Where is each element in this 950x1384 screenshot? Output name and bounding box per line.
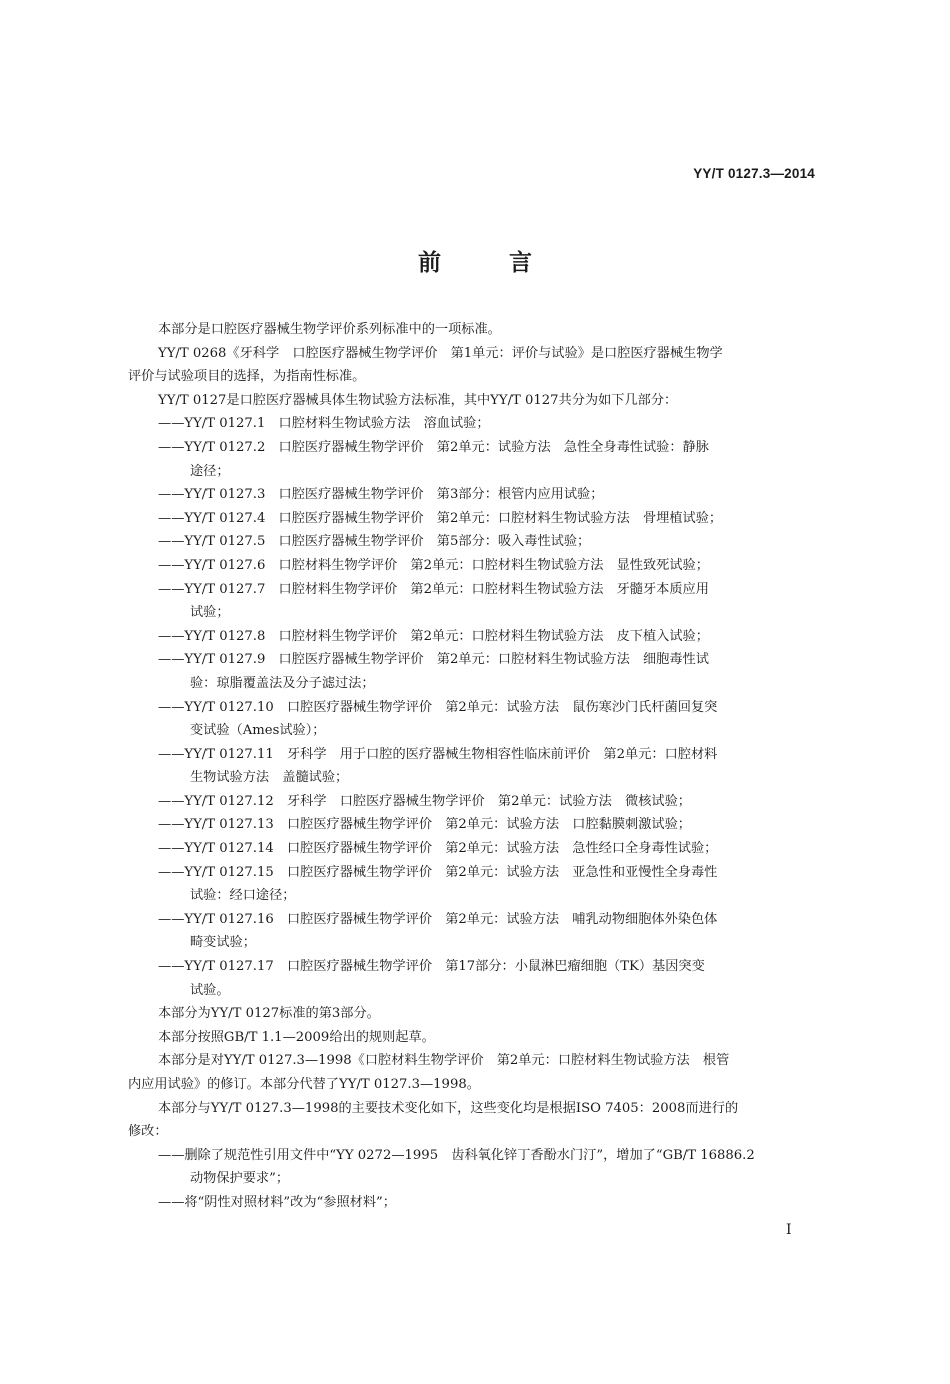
list-item-line: ——YY/T 0127.5 口腔医疗器械生物学评价 第5部分：吸入毒性试验； xyxy=(158,534,591,550)
list-item-wrap: 试验； xyxy=(190,605,230,621)
list-item xyxy=(158,908,818,955)
list-item xyxy=(158,412,818,436)
changes-list xyxy=(158,1144,818,1215)
document-code: YY/T 0127.3—2014 xyxy=(693,166,815,181)
list-item xyxy=(158,483,818,507)
list-item xyxy=(158,507,818,531)
list-item xyxy=(158,743,818,790)
list-item-wrap: 生物试验方法 盖髓试验； xyxy=(190,770,349,786)
list-item xyxy=(158,554,818,578)
page-number: I xyxy=(786,1222,792,1238)
list-item-line: ——YY/T 0127.3 口腔医疗器械生物学评价 第3部分：根管内应用试验； xyxy=(158,487,604,503)
list-item xyxy=(158,648,818,695)
list-item-line: ——YY/T 0127.17 口腔医疗器械生物学评价 第17部分：小鼠淋巴瘤细胞（TK）基因突变 xyxy=(158,959,705,975)
list-item-line: ——YY/T 0127.9 口腔医疗器械生物学评价 第2单元：口腔材料生物试验方法 细胞毒性试 xyxy=(158,652,709,668)
list-item-wrap: 变试验（Ames试验）； xyxy=(190,723,326,739)
list-item-line: ——YY/T 0127.13 口腔医疗器械生物学评价 第2单元：试验方法 口腔黏膜刺激试验； xyxy=(158,817,691,833)
list-item xyxy=(158,861,818,908)
closing-paragraph-3: 本部分是对YY/T 0127.3—1998《口腔材料生物学评价 第2单元：口腔材料生物试验方法 根管 xyxy=(158,1053,730,1069)
list-item xyxy=(158,1191,818,1215)
list-item-line: ——YY/T 0127.10 口腔医疗器械生物学评价 第2单元：试验方法 鼠伤寒沙门氏杆菌回复突 xyxy=(158,699,718,715)
closing-paragraph-2: 本部分按照GB/T 1.1—2009给出的规则起草。 xyxy=(158,1029,435,1045)
closing-paragraph-4-cont: 修改： xyxy=(128,1124,168,1140)
list-item xyxy=(158,790,818,814)
closing-paragraph-3-cont: 内应用试验》的修订。本部分代替了YY/T 0127.3—1998。 xyxy=(128,1077,480,1092)
page-title: 前 言 xyxy=(417,250,562,276)
list-item-wrap: 畸变试验； xyxy=(190,935,256,951)
list-item xyxy=(158,955,818,1002)
closing-paragraph-4: 本部分与YY/T 0127.3—1998的主要技术变化如下，这些变化均是根据ISO 7405：2008而进行的 xyxy=(158,1100,739,1116)
list-item-wrap: 验：琼脂覆盖法及分子滤过法； xyxy=(190,675,375,691)
list-item xyxy=(158,1144,818,1191)
parts-list xyxy=(158,412,818,1002)
list-item-line: ——YY/T 0127.12 牙科学 口腔医疗器械生物学评价 第2单元：试验方法 微核试验； xyxy=(158,793,691,809)
list-item xyxy=(158,530,818,554)
list-item-line: ——YY/T 0127.6 口腔材料生物学评价 第2单元：口腔材料生物试验方法 显性致死试验； xyxy=(158,557,709,573)
list-item xyxy=(158,625,818,649)
list-item-wrap: 动物保护要求”； xyxy=(190,1171,290,1187)
intro-paragraph-2-cont: 评价与试验项目的选择，为指南性标准。 xyxy=(128,369,366,385)
document-body xyxy=(128,318,818,1215)
list-item-wrap: 试验：经口途径； xyxy=(190,888,296,904)
list-item-line: ——YY/T 0127.11 牙科学 用于口腔的医疗器械生物相容性临床前评价 第2单元：口腔材料 xyxy=(158,746,718,762)
list-item-line: ——YY/T 0127.8 口腔材料生物学评价 第2单元：口腔材料生物试验方法 皮下植入试验； xyxy=(158,628,709,644)
list-item xyxy=(158,696,818,743)
list-item xyxy=(158,837,818,861)
list-item-line: ——YY/T 0127.4 口腔医疗器械生物学评价 第2单元：口腔材料生物试验方法 骨埋植试验； xyxy=(158,510,723,526)
intro-paragraph-2: YY/T 0268《牙科学 口腔医疗器械生物学评价 第1单元：评价与试验》是口腔医疗器械生物学 xyxy=(158,345,723,361)
list-item-line: ——删除了规范性引用文件中“YY 0272—1995 齿科氧化锌丁香酚水门汀”，增加了“GB/T 16886.2 xyxy=(158,1147,755,1163)
intro-paragraph-3: YY/T 0127是口腔医疗器械具体生物试验方法标准，其中YY/T 0127共分为如下几部分： xyxy=(158,392,678,408)
list-item xyxy=(158,436,818,483)
list-item-line: ——YY/T 0127.2 口腔医疗器械生物学评价 第2单元：试验方法 急性全身毒性试验：静脉 xyxy=(158,439,709,455)
list-item-line: ——YY/T 0127.16 口腔医疗器械生物学评价 第2单元：试验方法 哺乳动物细胞体外染色体 xyxy=(158,911,718,927)
list-item-wrap: 途径； xyxy=(190,463,230,479)
list-item-wrap: 试验。 xyxy=(190,982,230,998)
list-item-line: ——YY/T 0127.1 口腔材料生物试验方法 溶血试验； xyxy=(158,416,490,432)
list-item-line: ——将“阴性对照材料”改为“参照材料”； xyxy=(158,1194,396,1210)
list-item xyxy=(158,578,818,625)
intro-paragraph-1: 本部分是口腔医疗器械生物学评价系列标准中的一项标准。 xyxy=(158,322,501,337)
list-item-line: ——YY/T 0127.7 口腔材料生物学评价 第2单元：口腔材料生物试验方法 牙髓牙本质应用 xyxy=(158,581,709,597)
list-item-line: ——YY/T 0127.14 口腔医疗器械生物学评价 第2单元：试验方法 急性经口全身毒性试验； xyxy=(158,841,718,857)
list-item-line: ——YY/T 0127.15 口腔医疗器械生物学评价 第2单元：试验方法 亚急性和亚慢性全身毒性 xyxy=(158,864,718,880)
closing-paragraph-1: 本部分为YY/T 0127标准的第3部分。 xyxy=(158,1006,380,1022)
list-item xyxy=(158,813,818,837)
